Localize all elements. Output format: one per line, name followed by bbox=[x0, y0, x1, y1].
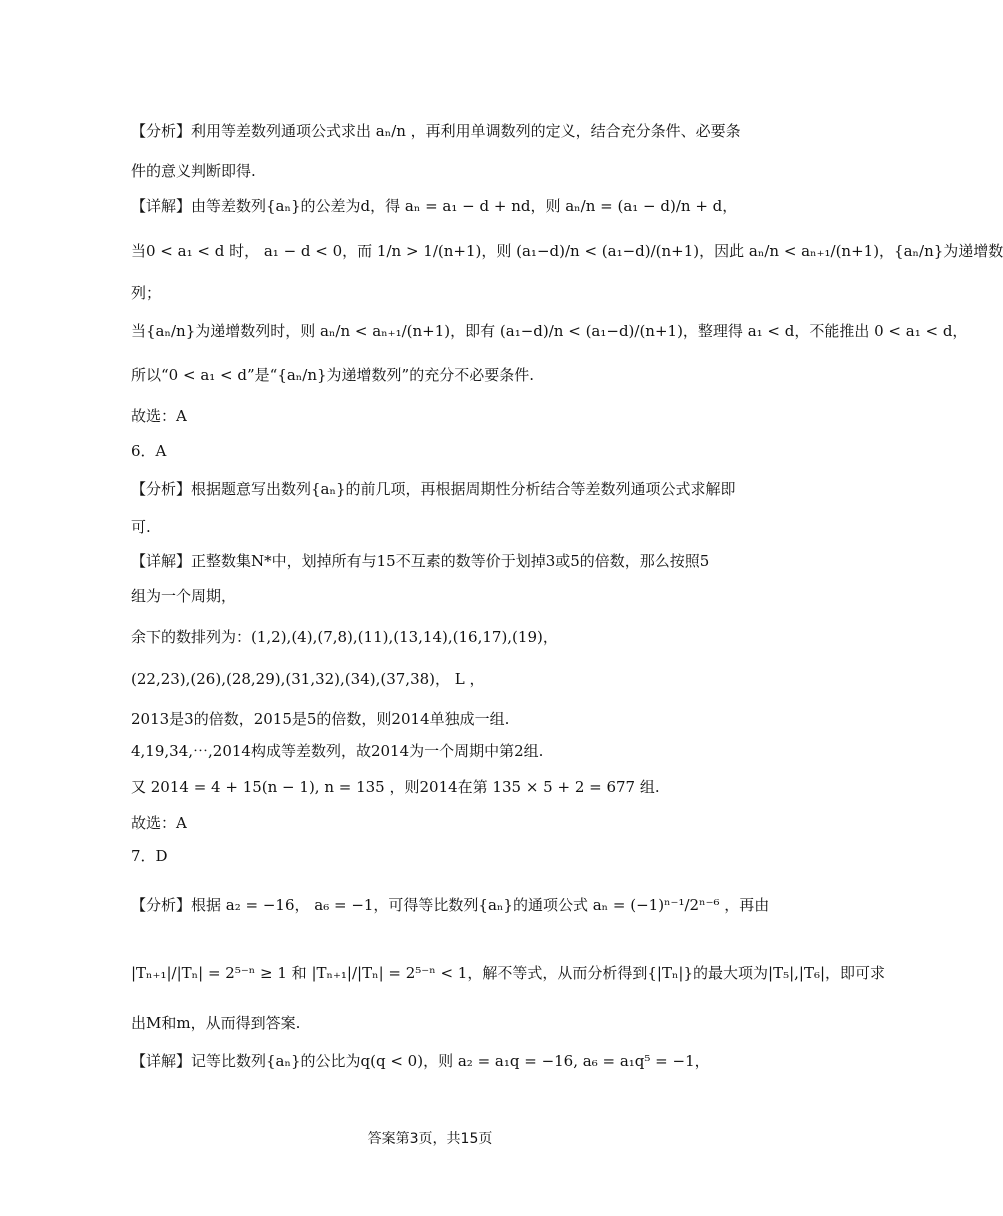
text-line: 件的意义判断即得. bbox=[131, 162, 256, 180]
text-line: 【分析】根据题意写出数列{aₙ}的前几项，再根据周期性分析结合等差数列通项公式求解即 bbox=[131, 480, 736, 498]
text-line: 故选：A bbox=[131, 814, 187, 832]
text-line: 当{aₙ/n}为递增数列时，则 aₙ/n < aₙ₊₁/(n+1)，即有 (a₁−d)/n < (a₁−d)/(n+1)，整理得 a₁ < d，不能推出 0 < a₁ < d， bbox=[131, 322, 968, 340]
text-line: 故选：A bbox=[131, 407, 187, 425]
text-line: 又 2014 = 4 + 15(n − 1), n = 135 ，则2014在第 135 × 5 + 2 = 677 组. bbox=[131, 778, 660, 796]
text-line: 【分析】根据 a₂ = −16， a₆ = −1，可得等比数列{aₙ}的通项公式 aₙ = (−1)ⁿ⁻¹/2ⁿ⁻⁶ ，再由 bbox=[131, 896, 770, 914]
page-footer: 答案第3页，共15页 bbox=[367, 1131, 493, 1147]
text-line: 余下的数排列为：(1,2),(4),(7,8),(11),(13,14),(16,17),(19)， bbox=[131, 628, 558, 646]
text-line: (22,23),(26),(28,29),(31,32),(34),(37,38)， L ， bbox=[131, 670, 485, 688]
text-line: 出M和m，从而得到答案. bbox=[131, 1014, 301, 1032]
question-number: 6．A bbox=[131, 442, 167, 460]
text-line: 4,19,34,⋯,2014构成等差数列，故2014为一个周期中第2组. bbox=[131, 742, 544, 760]
question-number: 7．D bbox=[131, 847, 168, 865]
text-line: 列； bbox=[131, 284, 162, 302]
text-line: 【详解】记等比数列{aₙ}的公比为q(q < 0)，则 a₂ = a₁q = −16, a₆ = a₁q⁵ = −1， bbox=[131, 1052, 710, 1070]
text-line: 2013是3的倍数，2015是5的倍数，则2014单独成一组. bbox=[131, 710, 510, 728]
text-line: 【详解】由等差数列{aₙ}的公差为d，得 aₙ = a₁ − d + nd，则 aₙ/n = (a₁ − d)/n + d， bbox=[131, 197, 738, 215]
text-line: 【详解】正整数集N*中，划掉所有与15不互素的数等价于划掉3或5的倍数，那么按照5 bbox=[131, 552, 710, 570]
text-line: 组为一个周期， bbox=[131, 587, 237, 605]
text-line: |Tₙ₊₁|/|Tₙ| = 2⁵⁻ⁿ ≥ 1 和 |Tₙ₊₁|/|Tₙ| = 2⁵⁻ⁿ < 1，解不等式，从而分析得到{|Tₙ|}的最大项为|T₅|,|T₆|，即可求 bbox=[131, 964, 886, 982]
text-line: 当0 < a₁ < d 时， a₁ − d < 0，而 1/n > 1/(n+1)，则 (a₁−d)/n < (a₁−d)/(n+1)，因此 aₙ/n < aₙ₊₁/(n+1)，{aₙ/n}为递增数 bbox=[131, 242, 1003, 260]
text-line: 可. bbox=[131, 518, 151, 536]
text-line: 所以“0 < a₁ < d”是“{aₙ/n}为递增数列”的充分不必要条件. bbox=[131, 366, 534, 384]
text-line: 【分析】利用等差数列通项公式求出 aₙ/n ，再利用单调数列的定义，结合充分条件、必要条 bbox=[131, 122, 741, 140]
